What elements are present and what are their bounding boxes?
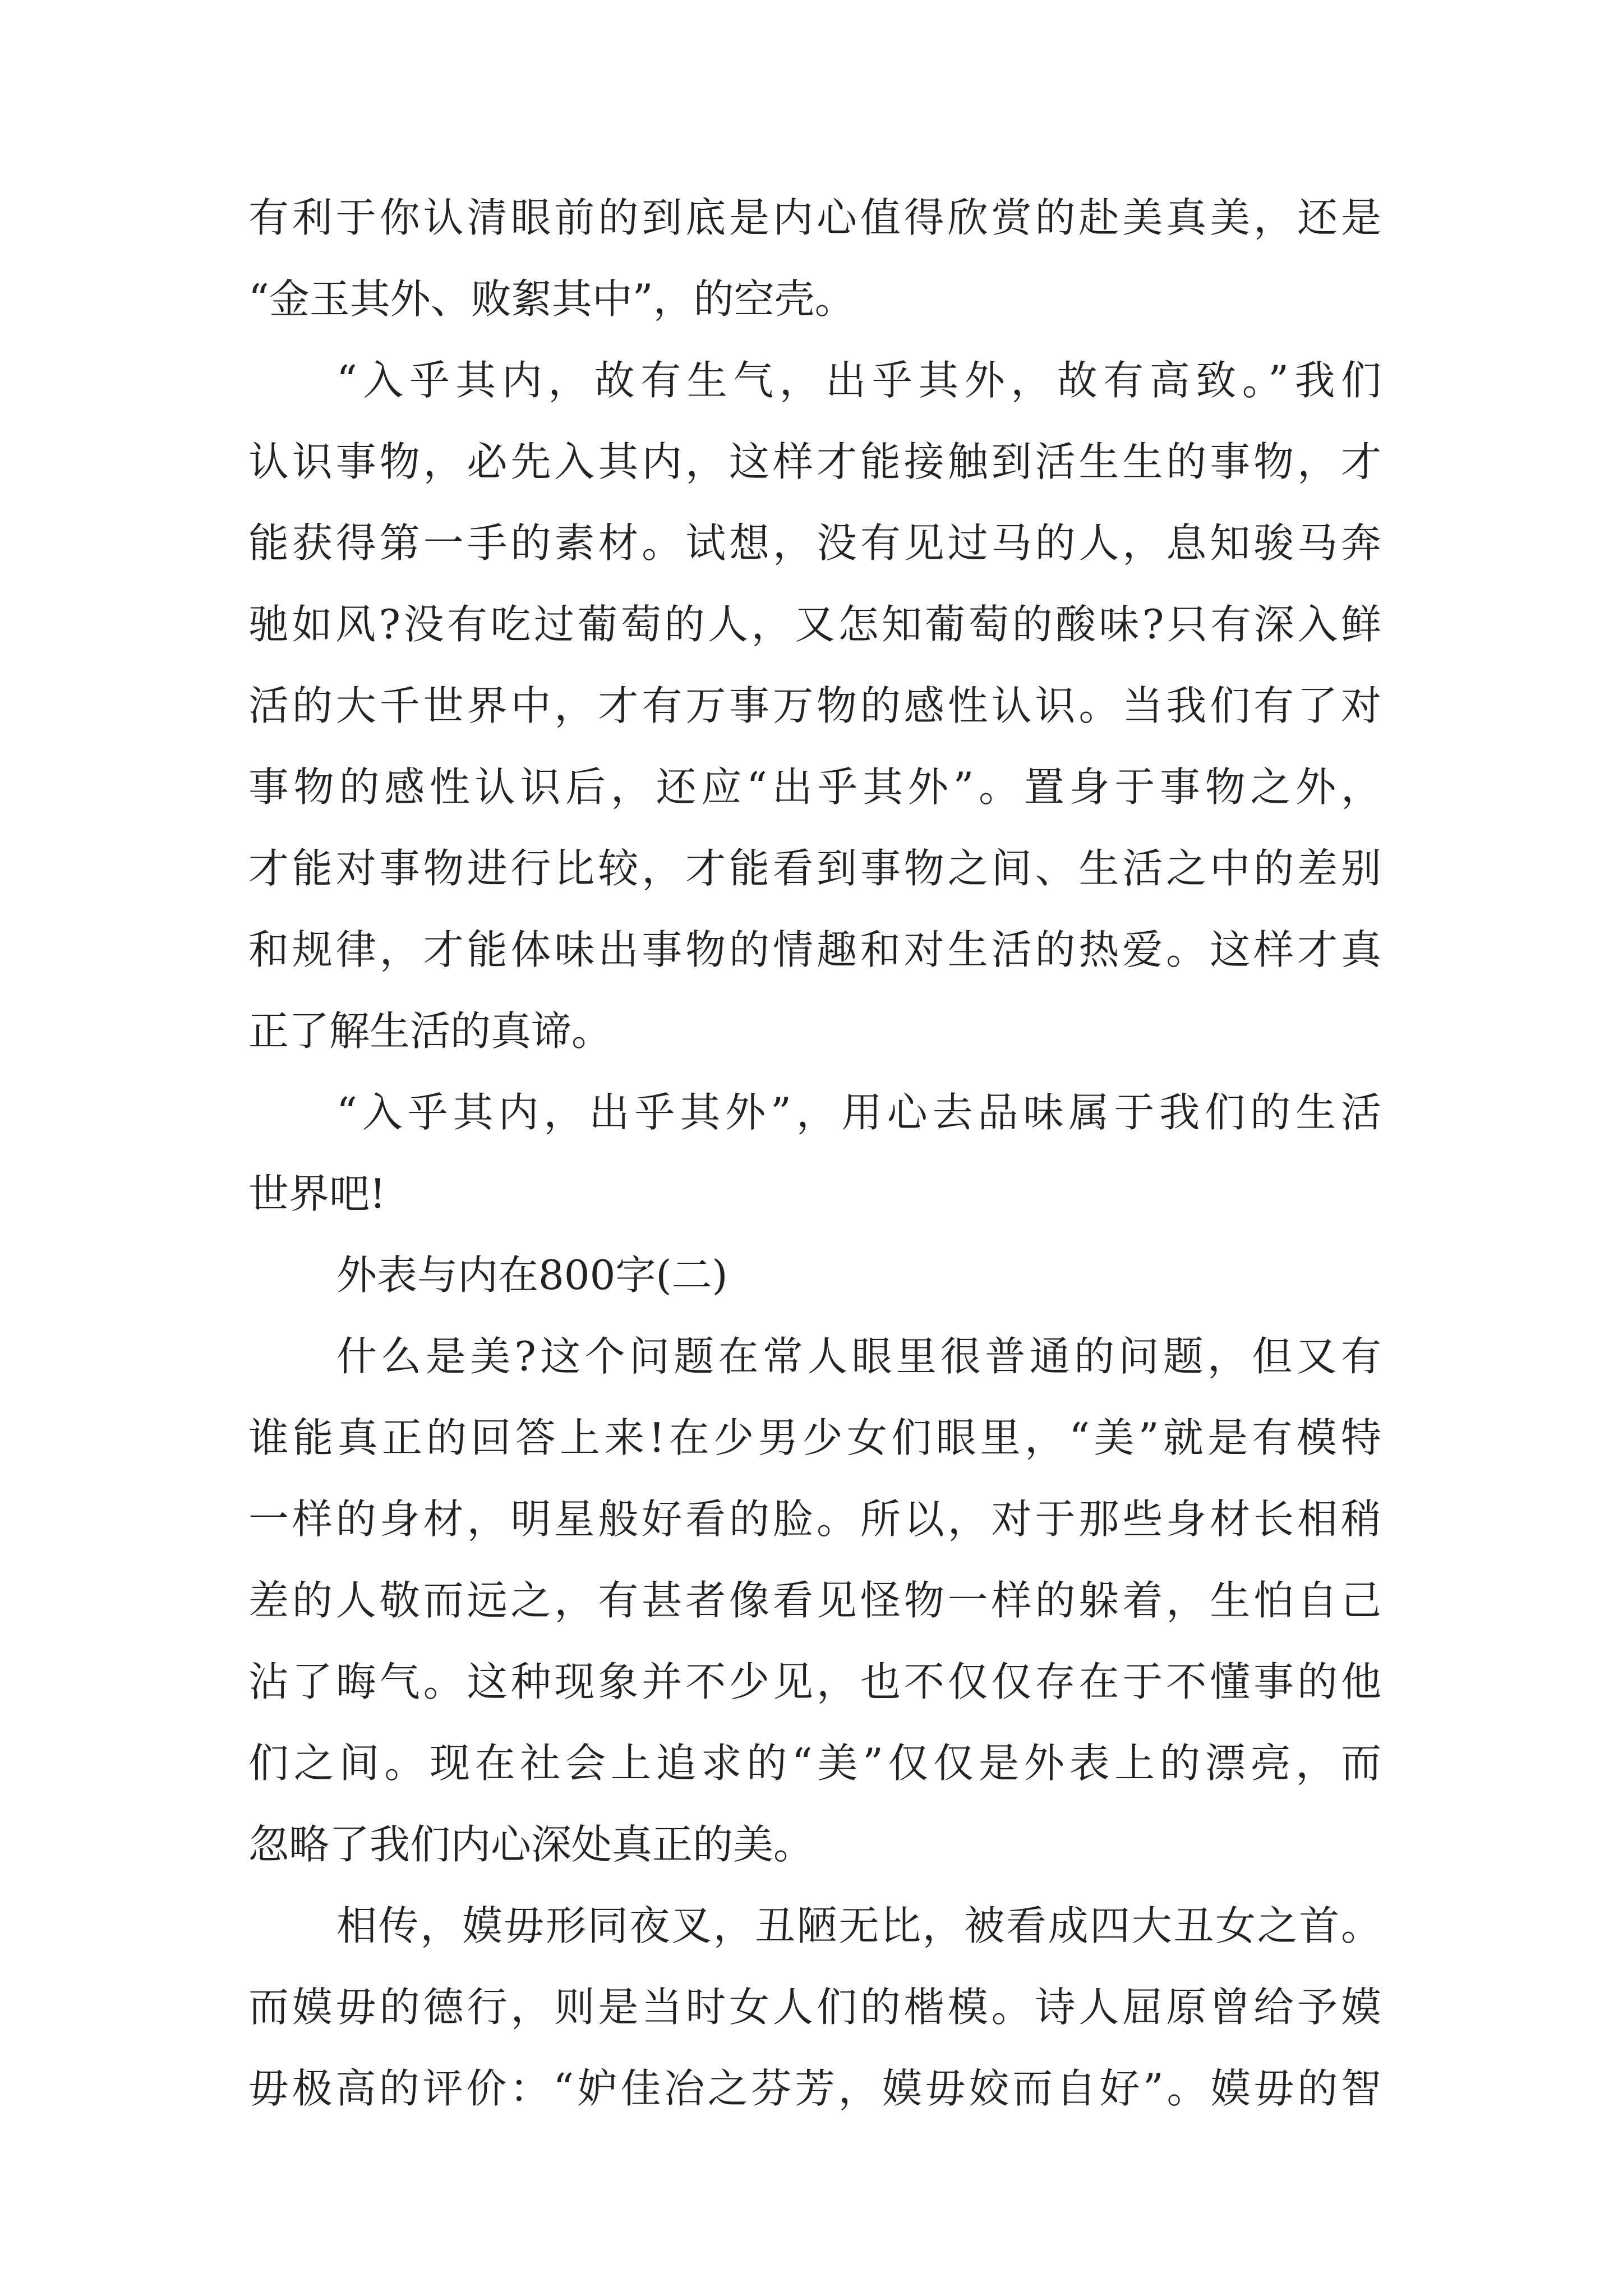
paragraph-first-line: “入乎其内，故有生气，出乎其外，故有高致。”我们 xyxy=(336,357,1381,404)
text-line: 而嫫毋的德行，则是当时女人们的楷模。诗人屈原曾给予嫫 xyxy=(248,1984,1381,2031)
text-line: 事物的感性认识后，还应“出乎其外”。置身于事物之外， xyxy=(248,763,1381,811)
text-line: 才能对事物进行比较，才能看到事物之间、生活之中的差别 xyxy=(248,845,1381,892)
text-line: 一样的身材，明星般好看的脸。所以，对于那些身材长相稍 xyxy=(248,1496,1381,1543)
text-line: 毋极高的评价：“妒佳冶之芬芳，嫫毋姣而自好”。嫫毋的智 xyxy=(248,2065,1381,2112)
text-line: 沾了晦气。这种现象并不少见，也不仅仅存在于不懂事的他 xyxy=(248,1658,1381,1705)
text-line: 认识事物，必先入其内，这样才能接触到活生生的事物，才 xyxy=(248,438,1381,485)
section-heading: 外表与内在800字(二) xyxy=(336,1251,728,1299)
text-line: 有利于你认清眼前的到底是内心值得欣赏的赴美真美，还是 xyxy=(248,194,1381,241)
text-line: 们之间。现在社会上追求的“美”仅仅是外表上的漂亮，而 xyxy=(248,1740,1381,1787)
paragraph-first-line: 相传，嫫毋形同夜叉，丑陋无比，被看成四大丑女之首。 xyxy=(336,1902,1381,1949)
text-line: 正了解生活的真谛。 xyxy=(248,1007,612,1055)
text-line: 和规律，才能体味出事物的情趣和对生活的热爱。这样才真 xyxy=(248,926,1381,973)
text-line: 驰如风?没有吃过葡萄的人，又怎知葡萄的酸味?只有深入鲜 xyxy=(248,601,1381,648)
text-line: 活的大千世界中，才有万事万物的感性认识。当我们有了对 xyxy=(248,682,1381,729)
paragraph-first-line: 什么是美?这个问题在常人眼里很普通的问题，但又有 xyxy=(336,1333,1381,1380)
text-line: “金玉其外、败絮其中”，的空壳。 xyxy=(248,275,855,323)
text-line: 世界吧! xyxy=(248,1170,386,1217)
text-line: 能获得第一手的素材。试想，没有见过马的人，息知骏马奔 xyxy=(248,519,1381,567)
text-line: 差的人敬而远之，有甚者像看见怪物一样的躲着，生怕自己 xyxy=(248,1577,1381,1624)
paragraph-first-line: “入乎其内，出乎其外”，用心去品味属于我们的生活 xyxy=(336,1089,1381,1136)
text-line: 忽略了我们内心深处真正的美。 xyxy=(248,1821,814,1868)
text-line: 谁能真正的回答上来!在少男少女们眼里，“美”就是有模特 xyxy=(248,1414,1381,1461)
